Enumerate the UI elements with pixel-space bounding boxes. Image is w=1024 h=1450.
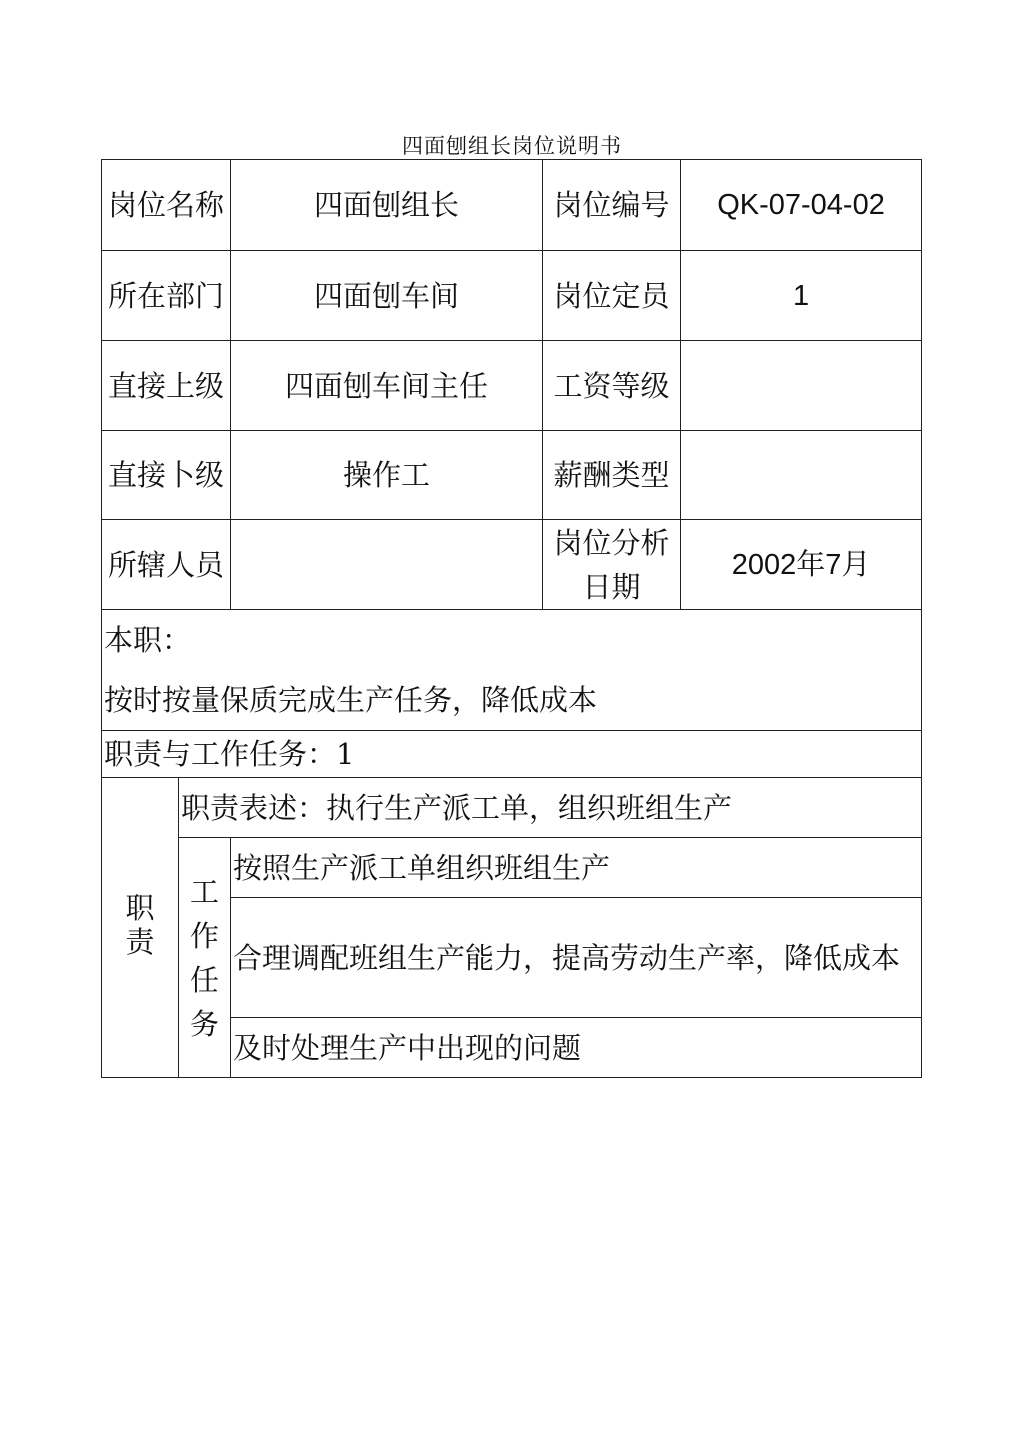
value-salary-grade <box>681 341 922 431</box>
value-headcount: 1 <box>681 251 922 341</box>
responsibility-side-label: 职责 <box>125 891 155 959</box>
statement-row <box>102 778 922 838</box>
tasks-label: 工作任务 <box>190 874 220 1041</box>
label-staff: 所辖人员 <box>102 520 231 610</box>
duty-text: 按时按量保质完成生产任务，降低成本 <box>104 683 598 717</box>
tasks-label-cell <box>179 838 231 1078</box>
label-superior: 直接上级 <box>102 341 231 431</box>
value-pay-type <box>681 431 922 520</box>
task-row-1 <box>102 838 922 898</box>
duty-row <box>102 610 922 731</box>
value-subordinate: 操作工 <box>231 431 543 520</box>
value-analysis-date: 2002年7月 <box>681 520 922 610</box>
task-item-1: 按照生产派工单组织班组生产 <box>231 838 922 898</box>
value-department: 四面刨车间 <box>231 251 543 341</box>
task-item-3: 及时处理生产中出现的问题 <box>231 1018 922 1078</box>
duty-label: 本职： <box>104 623 192 657</box>
info-row-staff <box>102 520 922 610</box>
value-position-code: QK-07-04-02 <box>681 160 922 251</box>
info-row-subordinate <box>102 431 922 520</box>
info-row-superior <box>102 341 922 431</box>
value-superior: 四面刨车间主任 <box>231 341 543 431</box>
tasks-header-row <box>102 731 922 778</box>
label-headcount: 岗位定员 <box>543 251 681 341</box>
label-pay-type: 薪酬类型 <box>543 431 681 520</box>
info-row-position-name <box>102 160 922 251</box>
label-analysis-date: 岗位分析日期 <box>543 520 681 610</box>
tasks-header: 职责与工作任务：1 <box>102 731 922 778</box>
responsibility-side-label-cell <box>102 778 179 1078</box>
value-position-name: 四面刨组长 <box>231 160 543 251</box>
label-department: 所在部门 <box>102 251 231 341</box>
value-staff <box>231 520 543 610</box>
label-position-code: 岗位编号 <box>543 160 681 251</box>
responsibility-statement: 职责表述：执行生产派工单，组织班组生产 <box>179 778 922 838</box>
duty-cell <box>102 610 922 731</box>
label-position-name: 岗位名称 <box>102 160 231 251</box>
document-title: 四面刨组长岗位说明书 <box>402 134 622 158</box>
label-salary-grade: 工资等级 <box>543 341 681 431</box>
job-description-table <box>101 159 922 1078</box>
info-row-department <box>102 251 922 341</box>
label-subordinate: 直接卜级 <box>102 431 231 520</box>
task-item-2: 合理调配班组生产能力，提高劳动生产率，降低成本 <box>231 898 922 1018</box>
